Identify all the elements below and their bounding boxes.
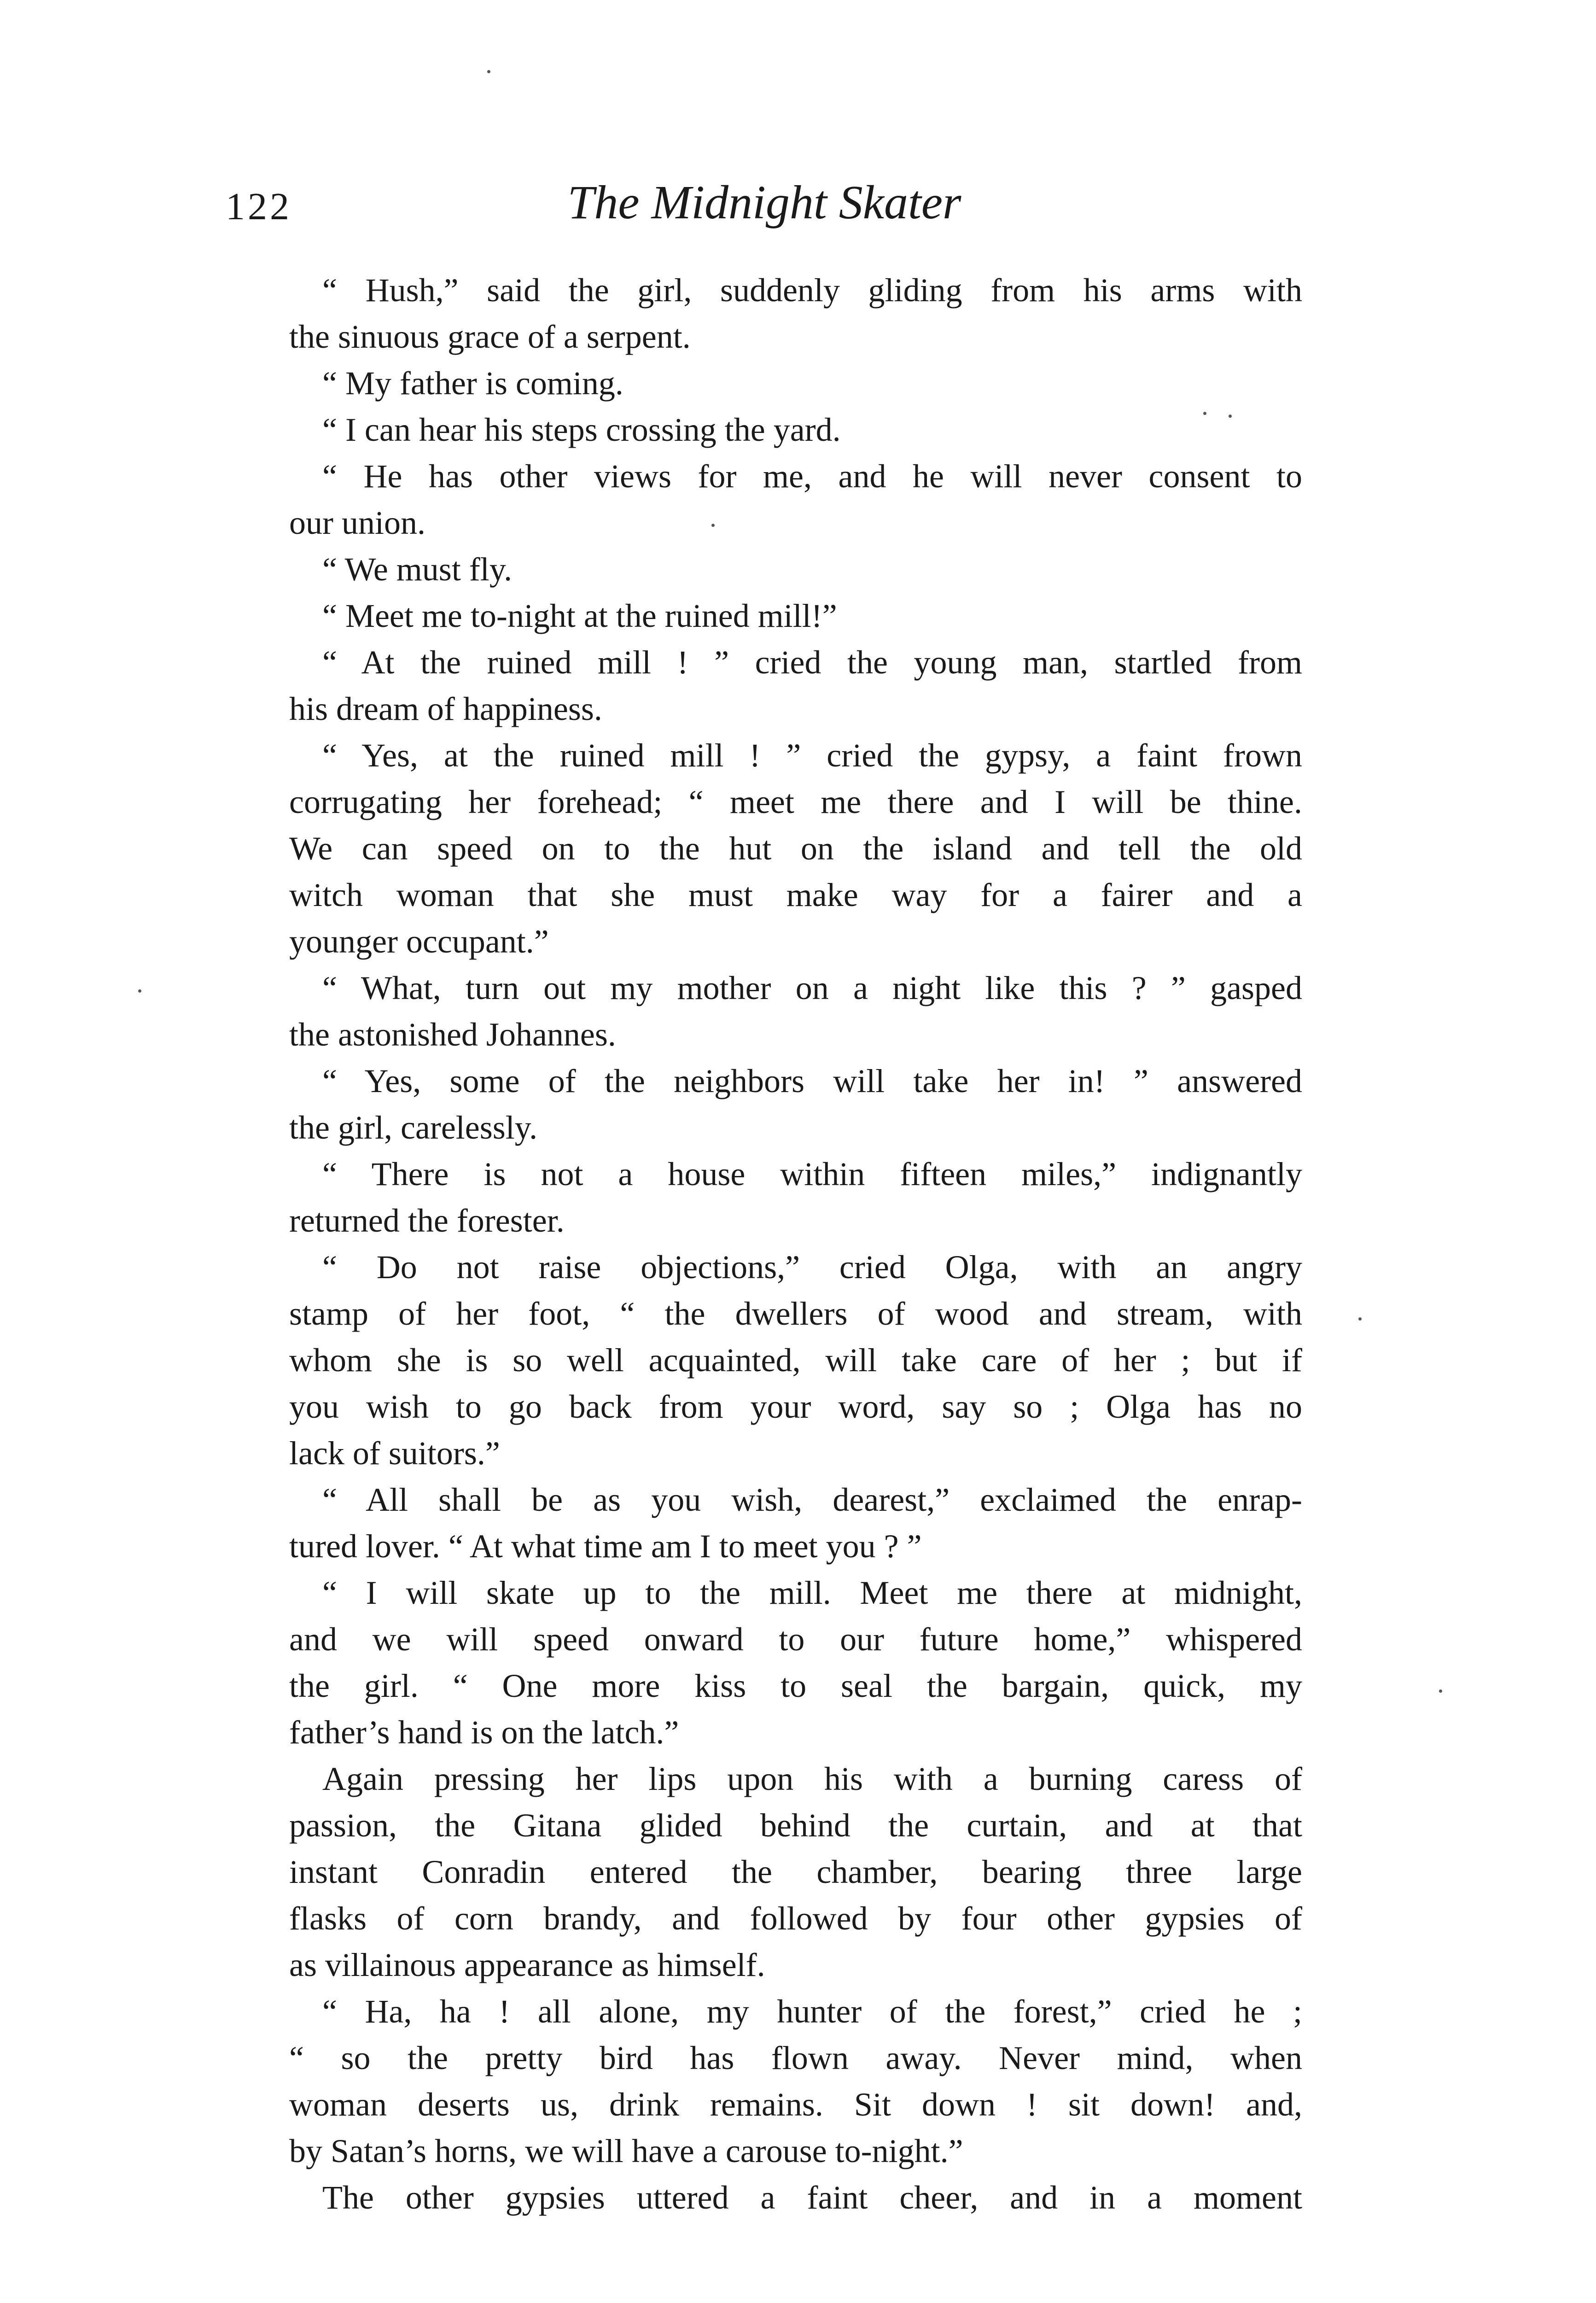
print-speck (1358, 1317, 1362, 1321)
text-line: We can speed on to the hut on the island and tell the old (289, 830, 1302, 867)
text-line: whom she is so well acquainted, will take care of her ; but if (289, 1342, 1302, 1379)
print-speck (1229, 415, 1232, 418)
text-line: “ Yes, some of the neighbors will take her in! ” answered (322, 1063, 1302, 1099)
text-line: corrugating her forehead; “ meet me there and I will be thine. (289, 783, 1302, 820)
text-line: “ I will skate up to the mill. Meet me there at midnight, (322, 1574, 1302, 1611)
body-text (289, 267, 1302, 2221)
text-line: “ Do not raise objections,” cried Olga, with an angry (322, 1249, 1302, 1286)
text-line: “ All shall be as you wish, dearest,” exclaimed the enrap- (322, 1481, 1302, 1518)
text-line: “ Ha, ha ! all alone, my hunter of the forest,” cried he ; (322, 1993, 1302, 2030)
print-speck (1203, 412, 1206, 415)
text-line: “ At the ruined mill ! ” cried the young man, startled from (322, 644, 1302, 681)
page-header (226, 175, 1303, 240)
text-line: “ My father is coming. (322, 365, 623, 402)
print-speck (138, 989, 141, 993)
text-line: tured lover. “ At what time am I to meet you ? ” (289, 1528, 922, 1565)
text-line: “ Meet me to-night at the ruined mill!” (322, 597, 837, 634)
text-line: father’s hand is on the latch.” (289, 1714, 679, 1751)
text-line: our union. (289, 504, 425, 541)
text-line: “ Hush,” said the girl, suddenly gliding from his arms with (322, 272, 1302, 309)
text-line: you wish to go back from your word, say so ; Olga has no (289, 1388, 1302, 1425)
text-line: “ What, turn out my mother on a night like this ? ” gasped (322, 970, 1302, 1006)
text-line: “ There is not a house within fifteen miles,” indignantly (322, 1156, 1302, 1192)
text-line: The other gypsies uttered a faint cheer, and in a moment (322, 2179, 1302, 2216)
print-speck (1439, 1689, 1442, 1693)
text-line: returned the forester. (289, 1202, 565, 1239)
text-line: and we will speed onward to our future home,” whispered (289, 1621, 1302, 1658)
text-line: the girl, carelessly. (289, 1109, 538, 1146)
print-speck (711, 524, 715, 527)
text-line: instant Conradin entered the chamber, bearing three large (289, 1853, 1302, 1890)
text-line: his dream of happiness. (289, 690, 602, 727)
text-line: by Satan’s horns, we will have a carouse to-night.” (289, 2133, 963, 2169)
text-line: the sinuous grace of a serpent. (289, 318, 691, 355)
text-line: passion, the Gitana glided behind the curtain, and at that (289, 1807, 1302, 1844)
text-line: the astonished Johannes. (289, 1016, 616, 1053)
print-speck (487, 70, 490, 73)
text-line: “ He has other views for me, and he will never consent to (322, 458, 1302, 495)
running-title: The Midnight Skater (567, 176, 961, 229)
text-line: “ Yes, at the ruined mill ! ” cried the gypsy, a faint frown (322, 737, 1302, 774)
text-line: “ I can hear his steps crossing the yard. (322, 411, 841, 448)
text-line: flasks of corn brandy, and followed by four other gypsies of (289, 1900, 1302, 1937)
text-line: “ We must fly. (322, 551, 513, 588)
text-line: woman deserts us, drink remains. Sit down ! sit down! and, (289, 2086, 1302, 2123)
text-line: Again pressing her lips upon his with a burning caress of (322, 1760, 1302, 1797)
text-line: younger occupant.” (289, 923, 549, 960)
text-line: witch woman that she must make way for a fairer and a (289, 877, 1302, 913)
page-number: 122 (226, 185, 292, 228)
text-line: stamp of her foot, “ the dwellers of wood and stream, with (289, 1295, 1302, 1332)
text-line: as villainous appearance as himself. (289, 1946, 765, 1983)
text-line: the girl. “ One more kiss to seal the bargain, quick, my (289, 1667, 1302, 1704)
text-line: lack of suitors.” (289, 1435, 500, 1472)
text-line: “ so the pretty bird has flown away. Never mind, when (289, 2040, 1302, 2076)
